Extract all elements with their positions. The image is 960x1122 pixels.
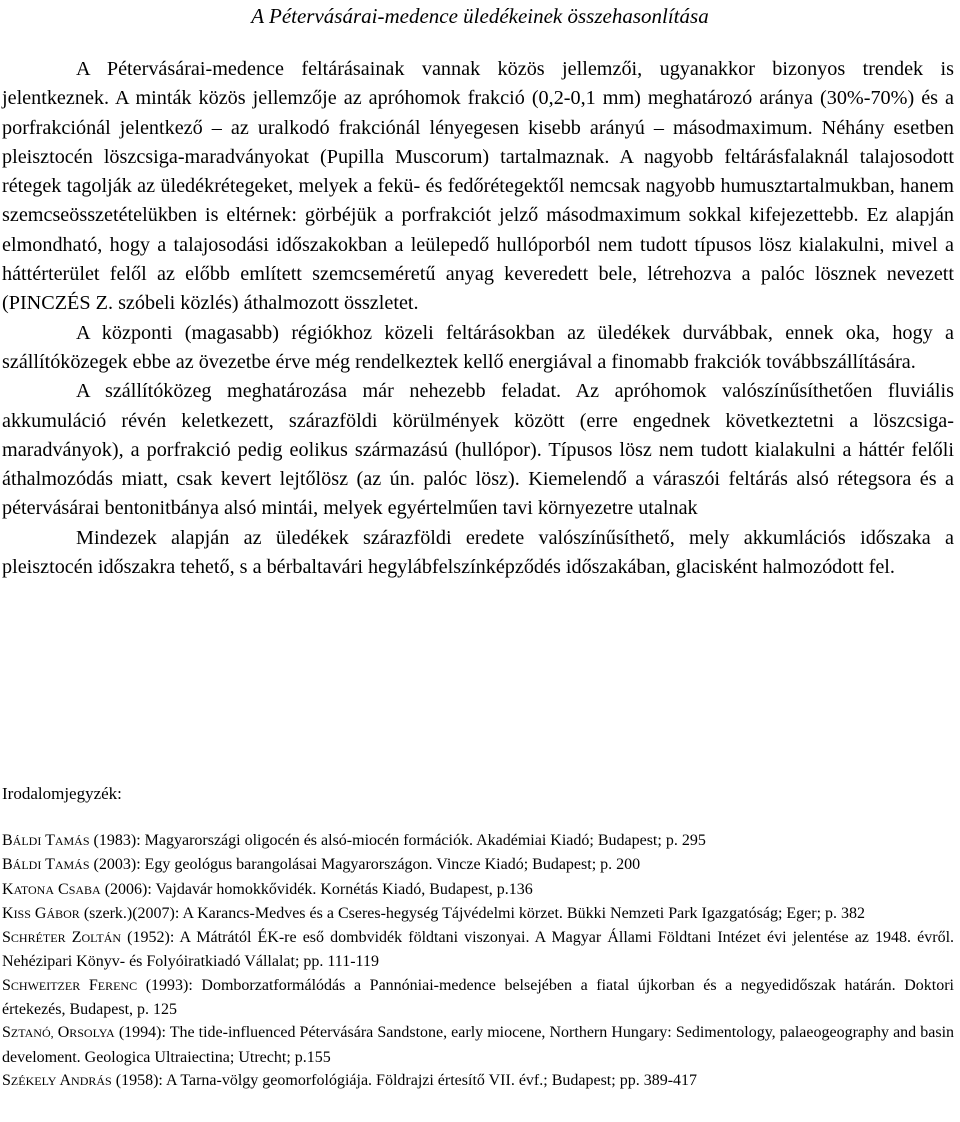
- reference-item: [2, 829, 954, 853]
- reference-text: (1993): Domborzatformálódás a Pannóniai-medence belsejében a fiatal újkorban és a negyedidőszak határán. Doktori értekezés, Budapest, p. 125: [2, 976, 955, 1019]
- reference-text: (2003): Egy geológus barangolásai Magyarországon. Vincze Kiadó; Budapest; p. 200: [93, 856, 641, 874]
- reference-author: SCHRÉTER ZOLTÁN: [2, 929, 122, 947]
- reference-author: SCHWEITZER FERENC: [2, 976, 138, 994]
- reference-author: KATONA CSABA: [2, 880, 101, 898]
- reference-author: SZÉKELY ANDRÁS: [2, 1071, 112, 1089]
- reference-text: (1952): A Mátrától ÉK-re eső dombvidék földtani viszonyai. A Magyar Állami Földtani Intézet évi jelentése az 1948. évről. Nehézipari Könyv- és Folyóiratkiadó Vállalat; pp. 111-119: [2, 929, 955, 971]
- reference-item: [2, 926, 954, 974]
- references-heading: Irodalomjegyzék:: [2, 784, 122, 803]
- reference-item: [2, 974, 954, 1022]
- reference-text: (1983): Magyarországi oligocén és alsó-miocén formációk. Akadémiai Kiadó; Budapest; p. 295: [93, 832, 706, 849]
- reference-item: [2, 853, 954, 877]
- body-text: [2, 55, 954, 582]
- paragraph: A Pétervásárai-medence feltárásainak vannak közös jellemzői, ugyanakkor bizonyos trendek is jelentkeznek. A minták közös jellemzője az apróhomok frakció (0,2-0,1 mm) meghatározó aránya (30%-70%) és a porfrakciónál jelentkező – az uralkodó frakciónál lényegesen kisebb arányú – másodmaximum. Néhány esetben pleisztocén löszcsiga-maradványokat (Pupilla Muscorum) tartalmaznak. A nagyobb feltárásfalaknál talajosodott rétegek tagolják az üledékrétegeket, melyek a fekü- és fedőrétegektől nemcsak nagyobb humusztartalmukban, hanem szemcseösszetételükben is eltérnek: görbéjük a porfrakciót jelző másodmaximum sokkal kifejezettebb. Ez alapján elmondható, hogy a talajosodási időszakokban a leülepedő hullóporból nem tudott típusos lösz kialakulni, mivel a háttérterület felől az előbb említett szemcseméretű anyag keveredett bele, létrehozva a palóc lösznek nevezett (PINCZÉS Z. szóbeli közlés) áthalmozott összletet.: [2, 58, 954, 315]
- reference-item: [2, 878, 954, 902]
- reference-author: BÁLDI TAMÁS: [2, 856, 90, 874]
- page-title: A Pétervásárai-medence üledékeinek összehasonlítása: [251, 4, 709, 28]
- reference-author: SZTANÓ, ORSOLYA: [2, 1024, 115, 1042]
- reference-text: (2006): Vajdavár homokkővidék. Kornétás Kiadó, Budapest, p.136: [104, 880, 533, 898]
- reference-item: [2, 1021, 954, 1069]
- paragraph: A szállítóközeg meghatározása már nehezebb feladat. Az apróhomok valószínűsíthetően fluviális akkumuláció révén keletkezett, szárazföldi körülmények között (erre engednek következtetni a löszcsiga-maradványok), a porfrakció pedig eolikus származású (hullópor). Típusos lösz nem tudott kialakulni a háttér felőli áthalmozódás miatt, csak kevert lejtőlösz (az ún. palóc lösz). Kiemelendő a váraszói feltárás alsó rétegsora és a pétervásárai bentonitbánya alsó mintái, melyek egyértelműen tavi környezetre utalnak: [2, 380, 954, 520]
- reference-text: (szerk.)(2007): A Karancs-Medves és a Cseres-hegység Tájvédelmi körzet. Bükki Nemzeti Park Igazgatóság; Eger; p. 382: [83, 904, 866, 922]
- references-list: [2, 829, 954, 1093]
- paragraph: A központi (magasabb) régiókhoz közeli feltárásokban az üledékek durvábbak, ennek oka, hogy a szállítóközegek ebbe az övezetbe érve még rendelkeztek kellő energiával a finomabb frakciók továbbszállítására.: [2, 321, 954, 373]
- reference-text: (1958): A Tarna-völgy geomorfológiája. Földrajzi értesítő VII. évf.; Budapest; pp. 389-417: [115, 1071, 698, 1089]
- reference-text: (1994): The tide-influenced Pétervására Sandstone, early miocene, Northern Hungary: Sedimentology, palaeogeography and basin develoment. Geologica Ultraiectina; Utrecht; p.155: [2, 1024, 955, 1066]
- reference-author: KISS GÁBOR: [2, 904, 80, 922]
- reference-author: BÁLDI TAMÁS: [2, 832, 90, 849]
- reference-item: [2, 902, 954, 926]
- reference-item: [2, 1069, 954, 1093]
- paragraph: Mindezek alapján az üledékek szárazföldi eredete valószínűsíthető, mely akkumlációs időszaka a pleisztocén időszakra tehető, s a bérbaltavári hegylábfelszínképződés időszakában, glacisként halmozódott fel.: [2, 526, 954, 579]
